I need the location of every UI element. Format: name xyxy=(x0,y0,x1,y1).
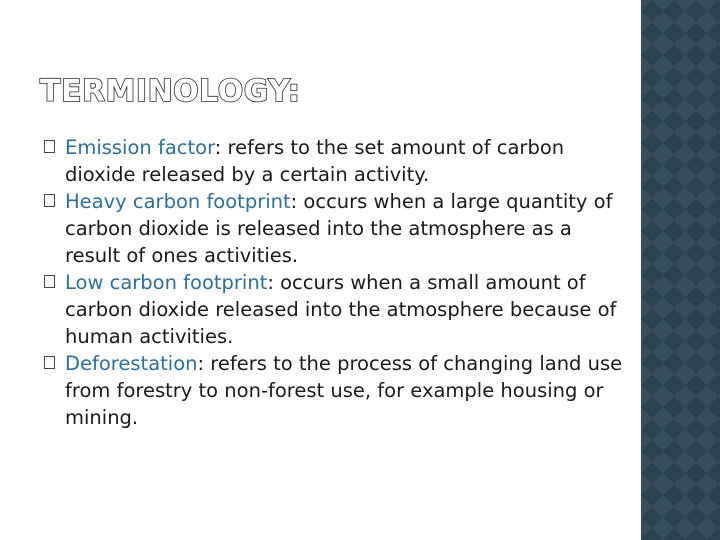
list-item-low-carbon-footprint xyxy=(44,269,629,350)
term-colon: : xyxy=(197,352,205,375)
term-colon: : xyxy=(214,136,222,159)
term-name: Low carbon footprint xyxy=(65,271,268,294)
terms-list xyxy=(44,134,629,431)
slide-title: TERMINOLOGY: xyxy=(40,74,301,109)
term-name: Deforestation xyxy=(65,352,198,375)
square-bullet-icon xyxy=(44,194,55,207)
list-item-emission-factor xyxy=(44,134,629,188)
list-item-heavy-carbon-footprint xyxy=(44,188,629,269)
term-definition: occurs when a small amount of carbon dioxide released into the atmosphere because of human activities. xyxy=(65,271,617,348)
term-definition: refers to the set amount of carbon dioxide released by a certain activity. xyxy=(65,136,565,186)
decorative-sidebar xyxy=(641,0,720,540)
square-bullet-icon xyxy=(44,275,55,288)
term-name: Heavy carbon footprint xyxy=(65,190,291,213)
term-definition: occurs when a large quantity of carbon dioxide is released into the atmosphere as a result of ones activities. xyxy=(65,190,613,267)
list-item-deforestation xyxy=(44,350,629,431)
square-bullet-icon xyxy=(44,140,55,153)
term-definition: refers to the process of changing land use from forestry to non-forest use, for example housing or mining. xyxy=(65,352,623,429)
term-colon: : xyxy=(290,190,298,213)
term-name: Emission factor xyxy=(65,136,215,159)
square-bullet-icon xyxy=(44,356,55,369)
term-colon: : xyxy=(267,271,274,294)
